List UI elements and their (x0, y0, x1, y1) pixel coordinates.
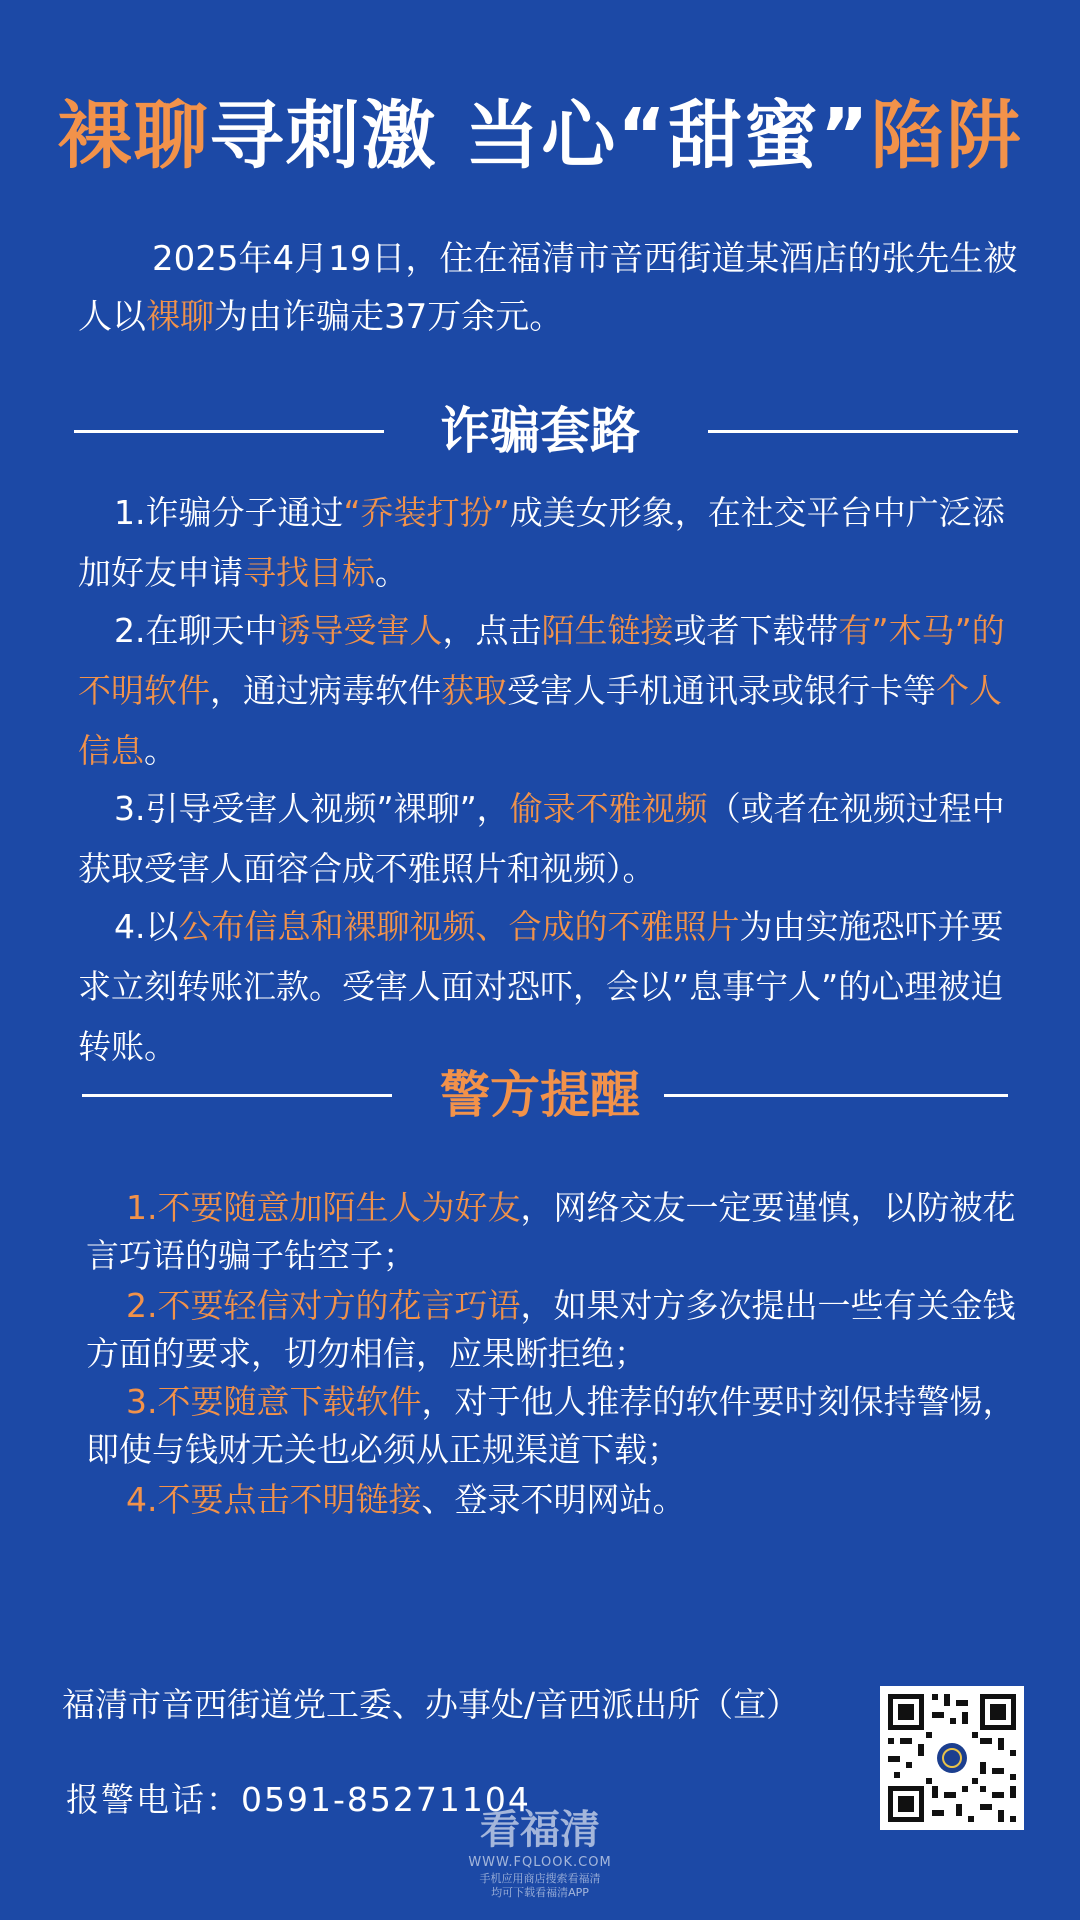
police-tip-1 (86, 1184, 1016, 1280)
title-middle: 寻刺激 当心“甜蜜” (209, 93, 871, 179)
method-2-text-c: 或者下载带 (673, 611, 839, 650)
scam-method-3 (78, 779, 1018, 899)
tip-1-text: ，网络交友一定要谨慎，以防被花言巧语的骗子钻空子； (86, 1188, 1016, 1275)
intro-highlight: 裸聊 (146, 297, 214, 337)
police-tip-4 (86, 1476, 1016, 1524)
police-phone: 报警电话：0591-85271104 (66, 1780, 531, 1819)
section-heading-scam-methods (0, 396, 1080, 466)
method-2-highlight-e: 个人信息 (78, 671, 1002, 770)
tip-3-text: ，对于他人推荐的软件要时刻保持警惕，即使与钱财无关也必须从正规渠道下载； (86, 1382, 1016, 1469)
qr-code-graphic (880, 1686, 1024, 1830)
scam-method-4 (78, 897, 1018, 1077)
method-2-text-f: 。 (144, 731, 177, 770)
title-highlight-2: 陷阱 (870, 93, 1023, 179)
app-watermark (440, 1806, 640, 1900)
police-tip-3 (86, 1378, 1016, 1474)
watermark-note-1: 手机应用商店搜索看福清 (479, 1872, 601, 1885)
method-4-text-b: 为由实施恐吓并要求立刻转账汇款。受害人面对恐吓，会以”息事宁人”的心理被迫转账。 (78, 907, 1004, 1066)
tip-3-highlight: 不要随意下载软件 (157, 1382, 422, 1421)
intro-text-2: 为由诈骗走37万余元。 (214, 297, 564, 337)
method-4-text-a: 4.以 (114, 907, 179, 946)
tip-4-highlight: 不要点击不明链接 (157, 1480, 422, 1519)
tip-1-number: 1. (126, 1188, 158, 1227)
watermark-url: WWW.FQLOOK.COM (468, 1855, 612, 1870)
method-1-text-b: 成美女形象，在社交平台中广泛添加好友申请 (78, 493, 1005, 592)
method-2-highlight-d: 获取 (441, 671, 507, 710)
watermark-logo: 看福清 (480, 1807, 600, 1853)
tip-1-highlight: 不要随意加陌生人为好友 (157, 1188, 521, 1227)
method-2-highlight-a: 诱导受害人 (277, 611, 443, 650)
method-2-text-d: ，通过病毒软件 (210, 671, 441, 710)
tip-2-text: ，如果对方多次提出一些有关金钱方面的要求，切勿相信，应果断拒绝； (86, 1286, 1016, 1373)
method-2-highlight-c: 有”木马”的不明软件 (78, 611, 1005, 710)
tip-4-text: 、登录不明网站。 (421, 1480, 686, 1519)
intro-paragraph (78, 230, 1018, 346)
scam-method-2 (78, 601, 1018, 781)
section-heading-label: 警方提醒 (440, 1066, 640, 1124)
title-highlight-1: 裸聊 (57, 93, 210, 179)
watermark-note-2: 均可下载看福清APP (491, 1886, 589, 1899)
method-1-highlight-b: 寻找目标 (243, 553, 375, 592)
tip-4-number: 4. (126, 1480, 158, 1519)
method-1-text-c: 。 (375, 553, 408, 592)
method-2-text-b: ，点击 (442, 611, 542, 650)
method-2-text-e: 受害人手机通讯录或银行卡等 (507, 671, 936, 710)
method-1-text-a: 1.诈骗分子通过 (114, 493, 344, 532)
method-1-highlight-a: “乔装打扮” (343, 493, 510, 532)
method-4-highlight-a: 公布信息和裸聊视频、合成的不雅照片 (178, 907, 740, 946)
tip-2-number: 2. (126, 1286, 158, 1325)
method-3-text-b: （或者在视频过程中获取受害人面容合成不雅照片和视频）。 (78, 789, 1005, 888)
qr-code-icon (880, 1686, 1024, 1830)
tip-3-number: 3. (126, 1382, 158, 1421)
tip-2-highlight: 不要轻信对方的花言巧语 (157, 1286, 521, 1325)
issuing-organization: 福清市音西街道党工委、办事处/音西派出所（宣） (62, 1685, 800, 1724)
section-heading-label: 诈骗套路 (440, 402, 640, 460)
scam-method-1 (78, 483, 1018, 603)
section-heading-police-tips (0, 1060, 1080, 1130)
intro-text-1: 2025年4月19日，住在福清市音西街道某酒店的张先生被人以 (78, 239, 1018, 337)
police-tip-2 (86, 1282, 1016, 1378)
method-2-highlight-b: 陌生链接 (541, 611, 674, 650)
method-2-text-a: 2.在聊天中 (114, 611, 278, 650)
page-title (0, 88, 1080, 184)
method-3-highlight-a: 偷录不雅视频 (509, 789, 708, 828)
method-3-text-a: 3.引导受害人视频”裸聊”， (114, 789, 510, 828)
